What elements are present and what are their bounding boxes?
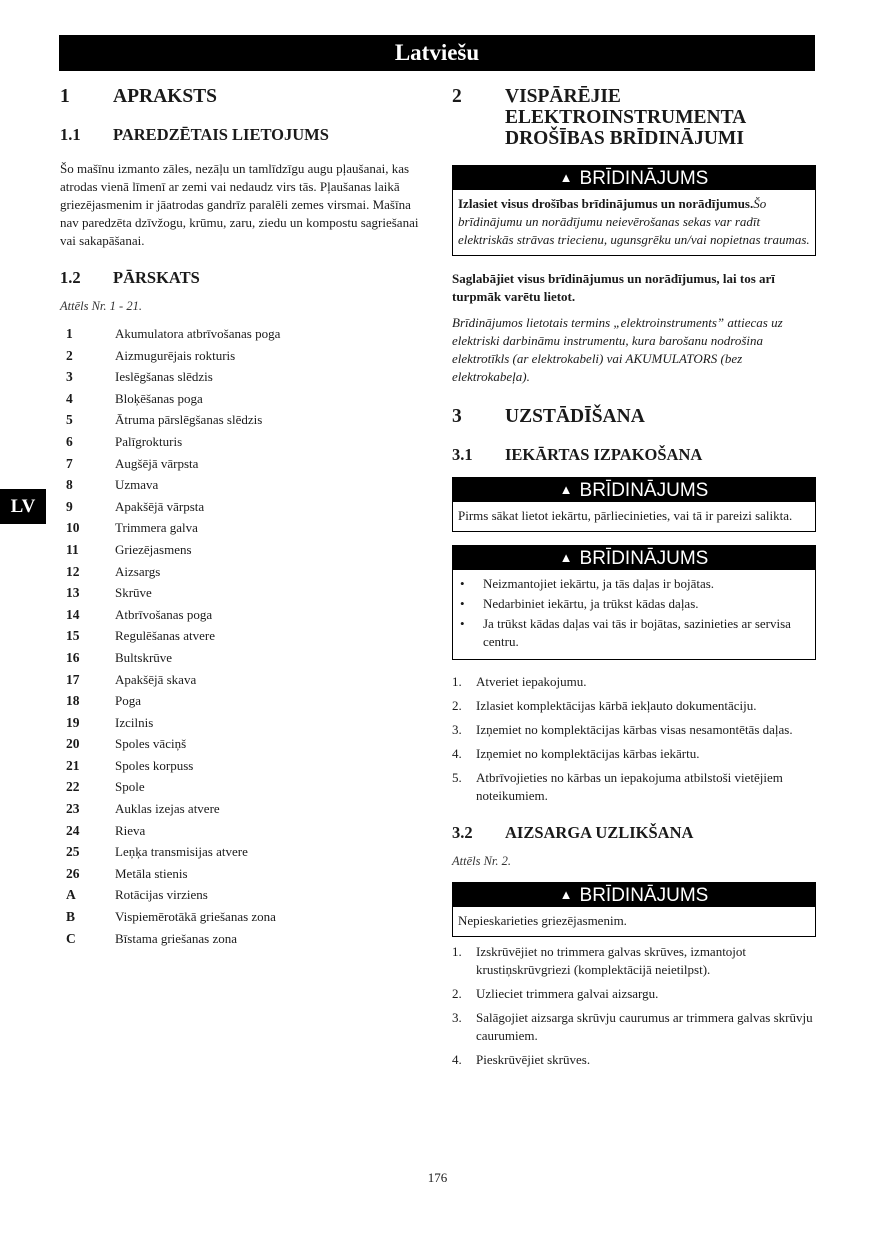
step-item (452, 1009, 816, 1045)
section-2-heading (452, 86, 816, 149)
part-number: 10 (66, 520, 80, 536)
warning-triangle-icon: ▲ (559, 170, 573, 185)
part-label: Rotācijas virziens (115, 887, 208, 903)
section-number: 1.1 (60, 125, 81, 144)
bullet-marker: • (460, 616, 465, 631)
warning-bullet-item (458, 595, 810, 613)
part-number: B (66, 909, 76, 925)
warning-body (453, 570, 815, 659)
part-item (60, 928, 425, 950)
section-title: IEKĀRTAS IZPAKOŠANA (505, 445, 703, 464)
part-item (60, 647, 425, 669)
part-item (60, 366, 425, 388)
part-label: Izcilnis (115, 714, 154, 730)
part-number: 5 (66, 412, 73, 428)
section-title: PĀRSKATS (113, 268, 200, 287)
section-number: 3 (452, 406, 462, 427)
part-item (60, 453, 425, 475)
section-title (505, 86, 746, 149)
part-label: Apakšējā skava (115, 671, 197, 687)
part-number: 3 (66, 369, 73, 385)
page-number: 176 (427, 1170, 448, 1185)
part-label: Bīstama griešanas zona (115, 930, 238, 946)
right-column (452, 86, 816, 1075)
section-3-heading (452, 406, 816, 427)
part-label: Leņķa transmisijas atvere (115, 844, 248, 860)
step-item (452, 943, 816, 979)
part-label: Regulēšanas atvere (115, 628, 215, 644)
section-title: AIZSARGA UZLIKŠANA (505, 823, 694, 842)
warning-body: Pirms sākat lietot iekārtu, pārliecinieties, vai tā ir pareizi salikta. (458, 508, 793, 523)
left-column (60, 86, 425, 949)
part-label: Griezējasmens (115, 541, 192, 557)
part-item (60, 906, 425, 928)
step-item (452, 721, 816, 739)
step-text: Atveriet iepakojumu. (476, 674, 587, 689)
part-item (60, 431, 425, 453)
part-label: Spoles korpuss (115, 757, 194, 773)
warning-box (452, 545, 816, 660)
intended-use-text: Šo mašīnu izmanto zāles, nezāļu un tamlīdzīgu augu pļaušanai, kas atrodas vienā līmenī ar zemi vai nedaudz virs tās. Pļaušanas laikā griezējasmenim ir jāatrodas gandrīz paralēli zemes virsmai. Mašīna nav paredzēta dzīvžogu, krūmu, zaru, ziedu un kompostu sagriešanai vai sakapāšanai. (60, 161, 419, 248)
part-label: Uzmava (115, 477, 159, 493)
part-item (60, 517, 425, 539)
part-label: Bultskrūve (115, 649, 173, 665)
part-number: 6 (66, 433, 73, 449)
part-number: 26 (66, 865, 80, 881)
step-item (452, 673, 816, 691)
warning-bullet-item (458, 575, 810, 593)
section-number: 3.2 (452, 823, 473, 842)
parts-list (60, 323, 425, 949)
bullet-text: Nedarbiniet iekārtu, ja trūkst kādas daļas. (483, 596, 699, 611)
part-item (60, 604, 425, 626)
part-label: Apakšējā vārpsta (115, 498, 205, 514)
keep-instructions-text: Saglabājiet visus brīdinājumus un norādījumus, lai tos arī turpmāk varētu lietot. (452, 271, 775, 304)
part-number: 16 (66, 649, 80, 665)
part-number: 9 (66, 498, 73, 514)
part-number: 21 (66, 757, 80, 773)
part-label: Aizmugurējais rokturis (115, 347, 236, 363)
bullet-marker: • (460, 596, 465, 611)
part-number: 22 (66, 779, 80, 795)
part-number: 23 (66, 801, 80, 817)
unpacking-steps (452, 673, 816, 805)
part-number: A (66, 887, 76, 903)
warning-box (452, 165, 816, 256)
section-1-1-heading (60, 125, 425, 144)
step-text: Atbrīvojieties no kārbas un iepakojuma atbilstoši vietējiem noteikumiem. (476, 770, 783, 803)
part-item (60, 409, 425, 431)
part-label: Akumulatora atbrīvošanas poga (115, 326, 281, 341)
part-item (60, 820, 425, 842)
part-item (60, 690, 425, 712)
part-item (60, 345, 425, 367)
part-item (60, 496, 425, 518)
step-text: Salāgojiet aizsarga skrūvju caurumus ar trimmera galvas skrūvju caurumiem. (476, 1010, 813, 1043)
part-label: Ieslēgšanas slēdzis (115, 369, 213, 385)
warning-bullet-item (458, 615, 810, 651)
warning-box (452, 882, 816, 937)
warning-header (453, 546, 815, 570)
figure-reference: Attēls Nr. 1 - 21. (60, 299, 142, 313)
step-item (452, 745, 816, 763)
part-item (60, 712, 425, 734)
warning-body: Nepieskarieties griezējasmenim. (458, 913, 627, 928)
part-number: 20 (66, 736, 80, 752)
warning-label: BRĪDINĀJUMS (579, 885, 709, 906)
part-number: 8 (66, 477, 73, 493)
step-text: Uzlieciet trimmera galvai aizsargu. (476, 986, 659, 1001)
part-label: Spole (115, 779, 145, 795)
step-number: 4. (452, 1052, 462, 1067)
step-number: 3. (452, 1010, 462, 1025)
part-number: 11 (66, 541, 79, 557)
warning-bold-text: Izlasiet visus drošības brīdinājumus un norādījumus. (458, 196, 754, 211)
step-item (452, 985, 816, 1003)
part-label: Metāla stienis (115, 865, 188, 881)
warning-header (453, 166, 815, 190)
warning-italic-text: Šo brīdinājumu un norādījumu neievērošanas sekas var radīt elektriskās strāvas triecienu, ugunsgrēku un/vai nopietnas traumas. (458, 196, 810, 247)
section-1-2-heading (60, 268, 425, 287)
part-item (60, 582, 425, 604)
part-number: 12 (66, 563, 80, 579)
part-item (60, 625, 425, 647)
part-item (60, 733, 425, 755)
part-label: Augšējā vārpsta (115, 455, 199, 471)
bullet-marker: • (460, 576, 465, 591)
part-label: Aizsargs (115, 563, 161, 579)
guard-steps (452, 943, 816, 1069)
warning-header (453, 478, 815, 502)
step-item (452, 769, 816, 805)
part-item (60, 388, 425, 410)
part-label: Poga (115, 693, 141, 709)
part-number: 13 (66, 585, 80, 601)
step-item (452, 697, 816, 715)
part-label: Trimmera galva (115, 520, 198, 536)
part-label: Auklas izejas atvere (115, 801, 220, 817)
part-label: Spoles vāciņš (115, 736, 187, 752)
warning-body (453, 190, 815, 255)
section-title: APRAKSTS (113, 86, 218, 107)
language-header: Latviešu (59, 35, 815, 71)
warning-box (452, 477, 816, 532)
part-item (60, 474, 425, 496)
section-title: UZSTĀDĪŠANA (505, 406, 645, 427)
section-title-line: DROŠĪBAS BRĪDINĀJUMI (505, 128, 744, 149)
part-label: Skrūve (115, 585, 152, 601)
step-number: 5. (452, 770, 462, 785)
part-label: Bloķēšanas poga (115, 390, 203, 406)
warning-bullet-list (458, 575, 810, 651)
figure-reference: Attēls Nr. 2. (452, 854, 512, 868)
section-number: 2 (452, 86, 462, 107)
step-text: Izņemiet no komplektācijas kārbas visas nesamontētās daļas. (476, 722, 793, 737)
warning-label: BRĪDINĀJUMS (579, 168, 709, 189)
step-number: 4. (452, 746, 462, 761)
part-number: 25 (66, 844, 80, 860)
part-label: Ātruma pārslēgšanas slēdzis (115, 412, 263, 428)
step-number: 1. (452, 674, 462, 689)
step-text: Izņemiet no komplektācijas kārbas iekārtu. (476, 746, 700, 761)
section-number: 3.1 (452, 445, 473, 464)
warning-label: BRĪDINĀJUMS (579, 548, 709, 569)
part-number: 4 (66, 390, 73, 406)
step-item (452, 1051, 816, 1069)
part-number: 15 (66, 628, 80, 644)
step-number: 1. (452, 944, 462, 959)
section-3-2-heading (452, 823, 816, 842)
section-title-line: VISPĀRĒJIE (505, 86, 621, 107)
part-label: Palīgrokturis (115, 433, 183, 449)
term-definition-text: Brīdinājumos lietotais termins „elektroinstruments” attiecas uz elektriski darbināmu instrumentu, kura barošanu nodrošina elektrotīkls (ar elektrokabeli) vai AKUMULATORS (bez elektrokabeļa). (452, 315, 783, 384)
bullet-text: Neizmantojiet iekārtu, ja tās daļas ir bojātas. (483, 576, 715, 591)
section-number: 1 (60, 86, 70, 107)
part-number: 2 (66, 347, 73, 363)
part-number: 19 (66, 714, 80, 730)
warning-label: BRĪDINĀJUMS (579, 480, 709, 501)
section-title: PAREDZĒTAIS LIETOJUMS (113, 125, 329, 144)
part-number: 18 (66, 693, 80, 709)
step-text: Izlasiet komplektācijas kārbā iekļauto dokumentāciju. (476, 698, 757, 713)
warning-triangle-icon: ▲ (559, 482, 573, 497)
part-item (60, 323, 425, 345)
part-number: 24 (66, 822, 80, 838)
part-item (60, 841, 425, 863)
section-title-line: ELEKTROINSTRUMENTA (505, 107, 747, 128)
section-3-1-heading (452, 445, 816, 464)
section-number: 1.2 (60, 268, 81, 287)
part-label: Atbrīvošanas poga (115, 606, 213, 622)
step-number: 2. (452, 698, 462, 713)
part-item (60, 755, 425, 777)
part-label: Vispiemērotākā griešanas zona (115, 909, 276, 925)
part-number: 7 (66, 455, 73, 471)
section-1-heading (60, 86, 425, 107)
warning-header (453, 883, 815, 907)
part-item (60, 798, 425, 820)
warning-triangle-icon: ▲ (559, 550, 573, 565)
step-text: Izskrūvējiet no trimmera galvas skrūves, izmantojot krustiņskrūvgriezi (komplektācijā neietilpst). (476, 944, 747, 977)
part-item (60, 776, 425, 798)
part-item (60, 561, 425, 583)
step-number: 3. (452, 722, 462, 737)
warning-triangle-icon: ▲ (559, 887, 573, 902)
step-number: 2. (452, 986, 462, 1001)
part-number: 1 (66, 326, 73, 341)
part-item (60, 669, 425, 691)
part-number: 14 (66, 606, 80, 622)
part-item (60, 539, 425, 561)
step-text: Pieskrūvējiet skrūves. (476, 1052, 591, 1067)
bullet-text: Ja trūkst kādas daļas vai tās ir bojātas, sazinieties ar servisa centru. (483, 616, 791, 649)
language-side-tab: LV (0, 489, 46, 524)
part-item (60, 884, 425, 906)
part-number: C (66, 930, 76, 946)
part-number: 17 (66, 671, 80, 687)
part-item (60, 863, 425, 885)
part-label: Rieva (115, 822, 146, 838)
